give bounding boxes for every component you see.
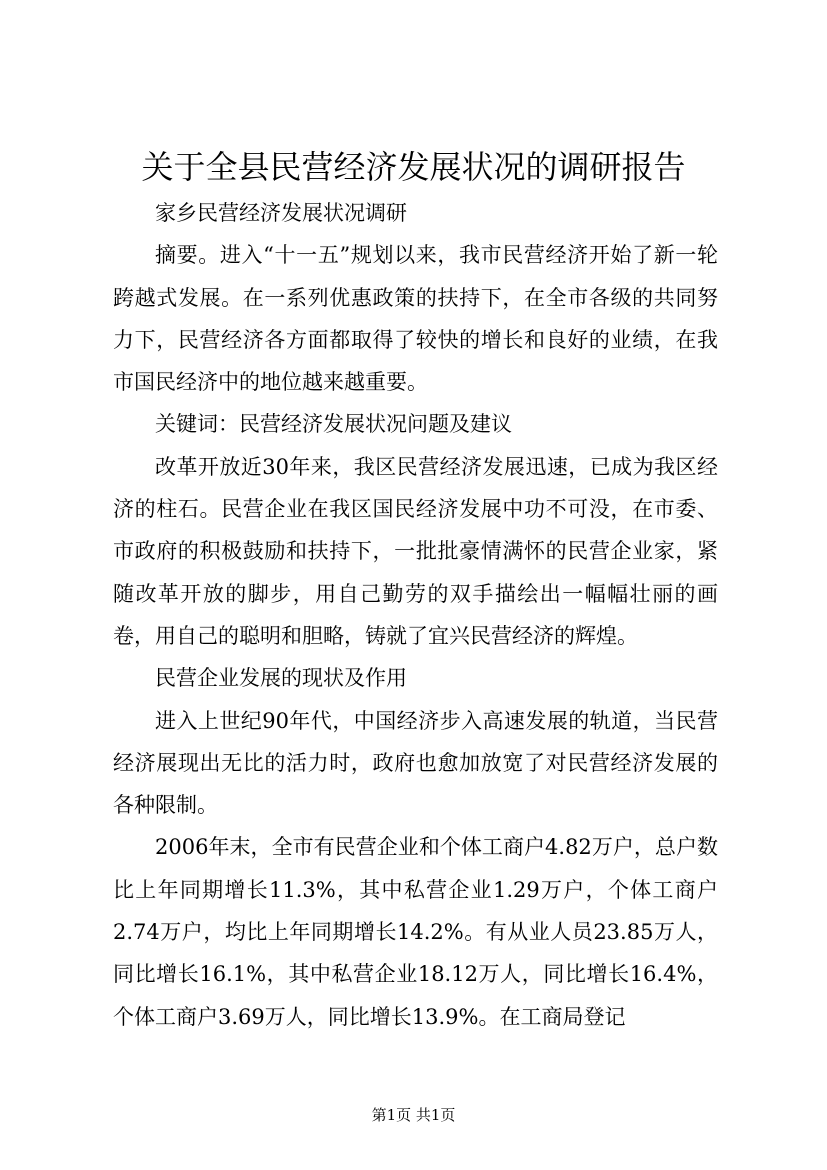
page-footer: 第1页 共1页 bbox=[371, 1106, 456, 1124]
paragraph-abstract: 摘要。进入“十一五”规划以来，我市民营经济开始了新一轮跨越式发展。在一系列优惠政策的扶持下，在全市各级的共同努力下，民营经济各方面都取得了较快的增长和良好的业绩，在我市国民经济中的地位越来越重要。 bbox=[113, 243, 718, 395]
paragraph-statistics: 2006年末，全市有民营企业和个体工商户4.82万户，总户数比上年同期增长11.3%，其中私营企业1.29万户，个体工商户2.74万户，均比上年同期增长14.2%。有从业人员23.85万人，同比增长16.1%，其中私营企业18.12万人，同比增长16.4%，个体工商户3.69万人，同比增长13.9%。在工商局登记 bbox=[113, 835, 718, 1029]
paragraph-keywords: 关键词：民营经济发展状况问题及建议 bbox=[155, 412, 512, 437]
paragraph-subtitle: 家乡民营经济发展状况调研 bbox=[155, 201, 407, 225]
document-body bbox=[113, 192, 718, 1038]
paragraph-1990s: 进入上世纪90年代，中国经济步入高速发展的轨道，当民营经济展现出无比的活力时，政府也愈加放宽了对民营经济发展的各种限制。 bbox=[113, 708, 718, 818]
paragraph-section-heading: 民营企业发展的现状及作用 bbox=[155, 666, 407, 691]
document-title: 关于全县民营经济发展状况的调研报告 bbox=[141, 148, 686, 186]
paragraph-reform: 改革开放近30年来，我区民营经济发展迅速，已成为我区经济的柱石。民营企业在我区国民经济发展中功不可没，在市委、市政府的积极鼓励和扶持下，一批批豪情满怀的民营企业家，紧随改革开放的脚步，用自己勤劳的双手描绘出一幅幅壮丽的画卷，用自己的聪明和胆略，铸就了宜兴民营经济的辉煌。 bbox=[113, 454, 718, 648]
